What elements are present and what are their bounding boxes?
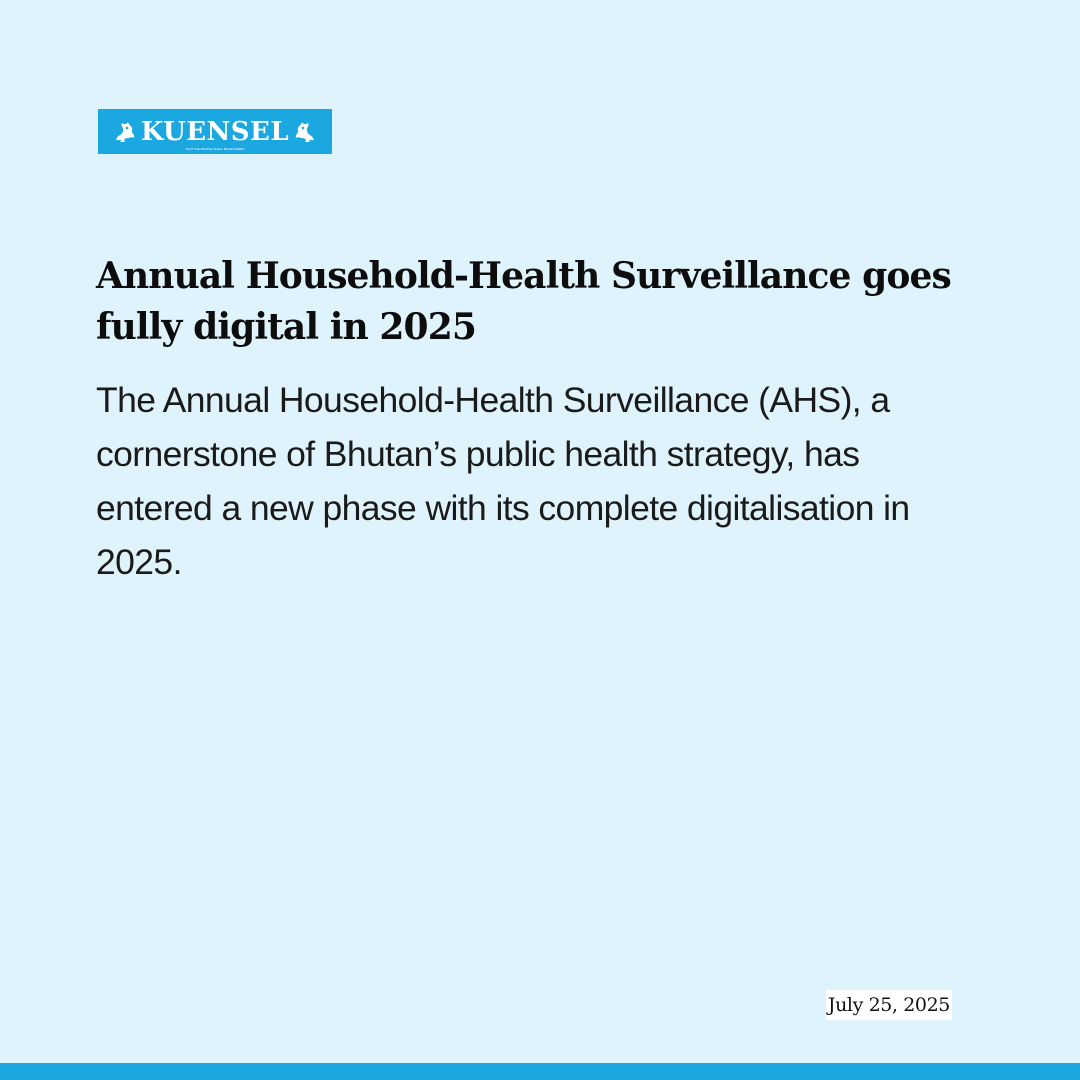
logo-tagline: THAT THE PEOPLE SHALL BE INFORMED (185, 146, 245, 151)
publish-date: July 25, 2025 (826, 990, 952, 1020)
logo-wordmark (140, 116, 290, 151)
logo-name: KUENSEL (140, 116, 290, 147)
kuensel-logo (98, 109, 332, 154)
dragon-ornament-icon (114, 120, 136, 144)
bottom-accent-bar (0, 1063, 1080, 1080)
dragon-ornament-icon (294, 120, 316, 144)
article-headline: Annual Household-Health Surveillance goes fully digital in 2025 (96, 255, 951, 348)
article-summary: The Annual Household-Health Surveillance (AHS), a cornerstone of Bhutan’s public health strategy, has entered a new phase with its complete digitalisation in 2025. (96, 380, 910, 582)
